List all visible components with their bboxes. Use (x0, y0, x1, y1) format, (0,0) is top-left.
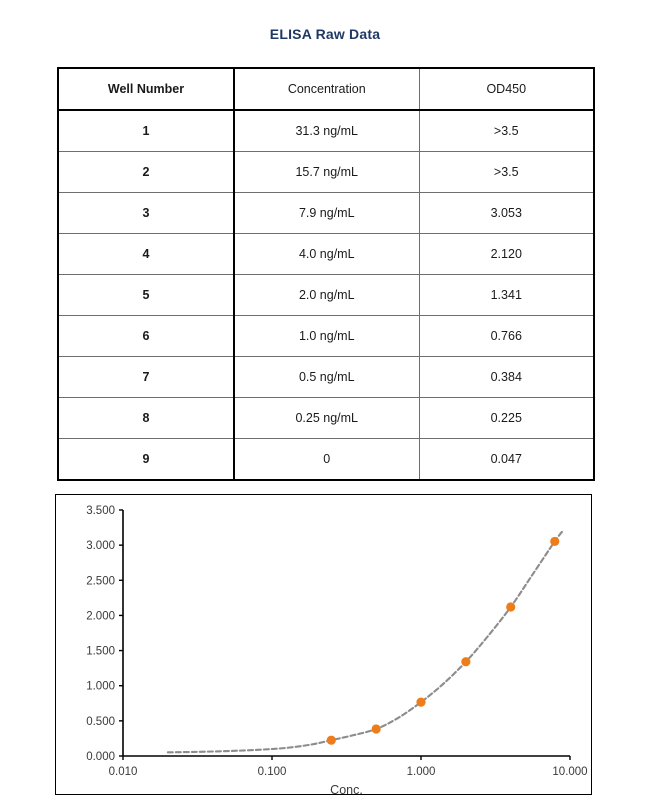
x-tick-label: 1.000 (406, 766, 436, 778)
cell-concentration: 31.3 ng/mL (234, 110, 419, 152)
data-point-marker (416, 698, 425, 707)
cell-well-number: 6 (58, 316, 234, 357)
chart-canvas (56, 495, 591, 794)
table-header-row (58, 68, 594, 110)
standard-curve-chart (55, 494, 592, 795)
cell-od450: 1.341 (419, 275, 594, 316)
x-tick-label: 0.100 (257, 766, 287, 778)
table-row (58, 357, 594, 398)
page-title: ELISA Raw Data (269, 26, 381, 42)
y-tick-label: 2.000 (86, 610, 115, 623)
cell-od450: 0.384 (419, 357, 594, 398)
data-point-marker (506, 602, 515, 611)
cell-well-number: 7 (58, 357, 234, 398)
column-header-od450: OD450 (419, 68, 594, 110)
y-tick-label: 3.000 (86, 540, 115, 553)
y-tick-label: 0.500 (86, 715, 115, 728)
table-row (58, 110, 594, 152)
cell-well-number: 3 (58, 193, 234, 234)
data-point-marker (372, 724, 381, 733)
cell-well-number: 2 (58, 152, 234, 193)
elisa-data-table-container (57, 67, 593, 481)
x-axis-title: Conc. (330, 783, 363, 794)
chart-y-axis (86, 505, 123, 763)
data-point-marker (461, 657, 470, 666)
cell-concentration: 0 (234, 439, 419, 481)
chart-data-points (327, 537, 560, 745)
cell-concentration: 7.9 ng/mL (234, 193, 419, 234)
cell-well-number: 1 (58, 110, 234, 152)
cell-od450: 0.047 (419, 439, 594, 481)
cell-concentration: 2.0 ng/mL (234, 275, 419, 316)
cell-od450: 3.053 (419, 193, 594, 234)
cell-well-number: 8 (58, 398, 234, 439)
table-row (58, 193, 594, 234)
chart-x-axis (109, 756, 588, 794)
cell-well-number: 4 (58, 234, 234, 275)
elisa-data-table (57, 67, 595, 481)
cell-od450: 0.225 (419, 398, 594, 439)
column-header-well-number: Well Number (58, 68, 234, 110)
cell-well-number: 9 (58, 439, 234, 481)
cell-concentration: 0.25 ng/mL (234, 398, 419, 439)
x-tick-label: 0.010 (108, 766, 138, 778)
column-header-concentration: Concentration (234, 68, 419, 110)
table-row (58, 234, 594, 275)
data-point-marker (327, 736, 336, 745)
y-tick-label: 1.000 (86, 680, 115, 693)
table-row (58, 439, 594, 481)
cell-od450: 0.766 (419, 316, 594, 357)
y-tick-label: 1.500 (86, 645, 115, 658)
table-header (58, 68, 594, 110)
cell-concentration: 4.0 ng/mL (234, 234, 419, 275)
table-body (58, 110, 594, 480)
cell-well-number: 5 (58, 275, 234, 316)
y-tick-label: 3.500 (86, 505, 115, 517)
cell-concentration: 1.0 ng/mL (234, 316, 419, 357)
cell-concentration: 15.7 ng/mL (234, 152, 419, 193)
table-row (58, 152, 594, 193)
table-row (58, 275, 594, 316)
y-tick-label: 0.000 (86, 751, 115, 763)
y-tick-label: 2.500 (86, 575, 115, 588)
x-tick-label: 10.000 (552, 766, 588, 778)
cell-od450: 2.120 (419, 234, 594, 275)
cell-od450: >3.5 (419, 110, 594, 152)
table-row (58, 398, 594, 439)
cell-od450: >3.5 (419, 152, 594, 193)
table-row (58, 316, 594, 357)
cell-concentration: 0.5 ng/mL (234, 357, 419, 398)
data-point-marker (550, 537, 559, 546)
chart-fitted-curve (168, 530, 563, 752)
